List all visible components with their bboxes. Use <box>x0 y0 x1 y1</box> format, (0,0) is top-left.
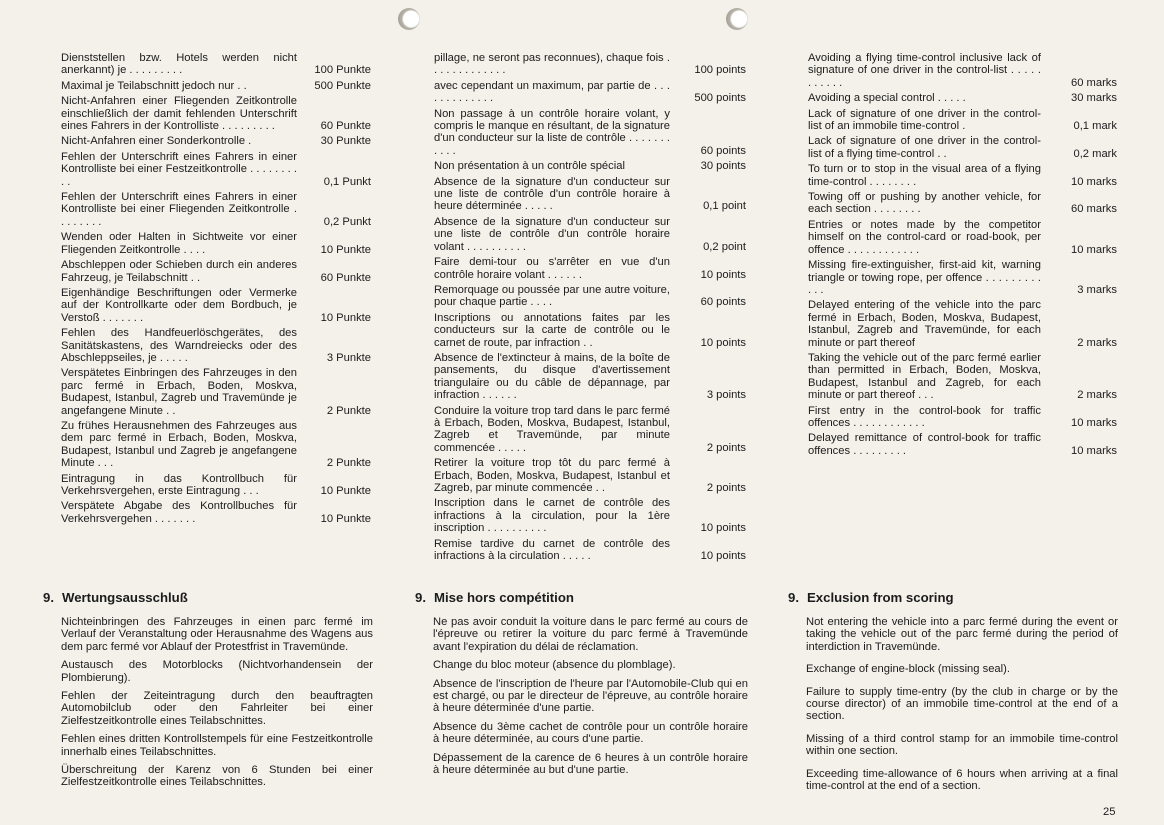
section-paragraph: Ne pas avoir conduit la voiture dans le parc fermé au cours de l'épreuve ou retirer la voiture du parc fermé à Travemünde avant l'expiration du délai de réclamation. <box>433 616 748 653</box>
penalty-value: 30 Punkte <box>320 135 371 148</box>
penalty-text: Avoiding a flying time-control inclusive lack of signature of one driver in the control-list . . . . . . . . . . . <box>808 52 1041 89</box>
penalty-value: 30 marks <box>1070 92 1117 105</box>
penalty-text: Maximal je Teilabschnitt jedoch nur . . <box>61 79 247 92</box>
penalty-text: Conduire la voiture trop tard dans le parc fermé à Erbach, Boden, Moskva, Budapest, Istanbul, Zagreb et Travemünde, par minute commencée . . . . . <box>434 404 670 454</box>
penalty-text: Delayed remittance of control-book for traffic offences . . . . . . . . . <box>808 432 1041 457</box>
penalty-entry <box>808 108 1117 133</box>
penalty-entry <box>434 256 746 281</box>
penalty-value: 2 marks <box>1077 336 1117 349</box>
penalty-value: 10 Punkte <box>320 243 371 256</box>
penalty-text: Eintragung in das Kontrollbuch für Verkehrsvergehen, erste Eintragung . . . <box>61 472 297 497</box>
section-paragraph: Change du bloc moteur (absence du plomblage). <box>433 659 676 672</box>
section-body <box>415 616 748 776</box>
section-number: 9. <box>788 590 799 605</box>
section-body <box>788 616 1118 792</box>
penalty-text: Lack of signature of one driver in the control-list of a flying time-control . . <box>808 135 1041 160</box>
penalty-text: Non présentation à un contrôle spécial <box>434 160 625 173</box>
penalty-entry <box>434 405 746 455</box>
penalty-text: Non passage à un contrôle horaire volant, y compris le manque en résultant, de la signature d'un conducteur sur la liste de contrôle . . . . . . . . . . . <box>434 107 670 157</box>
binding-hole-left <box>398 8 420 30</box>
penalty-entry <box>808 191 1117 216</box>
penalty-entry <box>808 352 1117 402</box>
section-paragraph: Nichteinbringen des Fahrzeuges in einen parc fermé im Verlauf der Veranstaltung oder Herausnahme des Wagens aus dem parc fermé vor Ablauf der Protestfrist in Travemünde. <box>61 616 373 653</box>
penalty-text: Fehlen des Handfeuerlöschgerätes, des Sanitätskastens, des Warndreiecks oder des Abschleppseiles, je . . . . . <box>61 327 297 364</box>
penalty-value: 10 Punkte <box>320 512 371 525</box>
binding-hole-right <box>726 8 748 30</box>
penalty-text: Verspätete Abgabe des Kontrollbuches für Verkehrsvergehen . . . . . . . <box>61 500 297 525</box>
penalty-value: 0,2 Punkt <box>323 215 371 228</box>
penalty-entry <box>434 108 746 158</box>
penalty-value: 2 marks <box>1077 389 1117 402</box>
penalty-entry <box>61 191 371 228</box>
penalty-entry <box>808 52 1117 89</box>
penalty-entry <box>434 538 746 563</box>
penalty-text: Dienststellen bzw. Hotels werden nicht anerkannt) je . . . . . . . . . <box>61 52 297 77</box>
penalty-value: 3 marks <box>1077 283 1117 296</box>
section-paragraph: Absence de l'inscription de l'heure par l'Automobile-Club qui en est chargé, ou par le directeur de l'épreuve, au contrôle horaire à heure déterminée d'une partie. <box>433 677 748 715</box>
penalty-entry <box>61 500 371 525</box>
penalty-value: 0,1 point <box>703 200 746 213</box>
penalty-text: Eigenhändige Beschriftungen oder Vermerke auf der Kontrollkarte oder dem Bordbuch, je Verstoß . . . . . . . <box>61 286 297 324</box>
penalty-entry <box>61 80 371 92</box>
penalty-text: Inscription dans le carnet de contrôle des infractions à la circulation, pour la 1ère inscription . . . . . . . . . . <box>434 497 670 535</box>
section-paragraph: Überschreitung der Karenz von 6 Stunden bei einer Zielfestzeitkontrolle eines Teilabschnittes. <box>61 764 373 789</box>
penalty-value: 3 Punkte <box>326 351 371 364</box>
penalty-entry <box>434 52 746 77</box>
section-paragraph: Exceeding time-allowance of 6 hours when arriving at a final time-control at the end of a section. <box>806 767 1118 793</box>
penalty-value: 10 marks <box>1070 243 1117 256</box>
penalty-text: Entries or notes made by the competitor himself on the control-card or road-book, per offence . . . . . . . . . . . . <box>808 218 1041 256</box>
penalty-value: 100 Punkte <box>314 64 371 77</box>
penalty-text: Absence de la signature d'un conducteur sur une liste de contrôle d'un contrôle horaire à heure déterminée . . . . . <box>434 175 670 213</box>
penalty-value: 500 Punkte <box>314 79 371 92</box>
penalty-text: First entry in the control-book for traffic offences . . . . . . . . . . . . <box>808 404 1041 429</box>
penalty-value: 60 marks <box>1070 203 1117 216</box>
penalty-value: 60 Punkte <box>320 271 371 284</box>
penalty-value: 10 points <box>700 336 746 349</box>
penalty-text: Retirer la voiture trop tôt du parc fermé à Erbach, Boden, Moskva, Budapest, Istanbul et Zagreb, par minute commencée . . <box>434 457 670 494</box>
penalty-text: Absence de l'extincteur à mains, de la boîte de pansements, du disque d'avertissement triangulaire ou du câble de dépannage, par infraction . . . . . . <box>434 351 670 402</box>
penalty-value: 2 Punkte <box>326 404 371 417</box>
penalty-entry <box>61 473 371 498</box>
penalty-entry <box>61 287 371 324</box>
penalty-entry <box>434 176 746 213</box>
penalty-text: Avoiding a special control . . . . . <box>808 92 966 105</box>
penalty-entry <box>61 151 371 188</box>
section-title: Mise hors compétition <box>434 590 574 605</box>
section-paragraph: Failure to supply time-entry (by the club in charge or by the course director) of an immobile time-control at the end of a section. <box>806 685 1118 723</box>
penalty-entry <box>61 52 371 77</box>
penalty-value: 60 points <box>700 296 746 309</box>
penalty-text: Absence de la signature d'un conducteur sur une liste de contrôle d'un contrôle horaire volant . . . . . . . . . . <box>434 215 670 253</box>
penalty-value: 10 marks <box>1070 444 1117 457</box>
penalty-value: 0,1 Punkt <box>323 175 371 188</box>
penalty-value: 60 Punkte <box>320 120 371 133</box>
section-paragraph: Absence du 3ème cachet de contrôle pour un contrôle horaire à heure déterminée, au cours d'une partie. <box>433 720 748 746</box>
penalty-entry <box>61 420 371 470</box>
section-paragraph: Fehlen eines dritten Kontrollstempels für eine Festzeitkontrolle innerhalb eines Teilabschnittes. <box>61 733 373 758</box>
section-heading <box>43 590 373 606</box>
penalty-value: 10 points <box>700 268 746 281</box>
english-penalty-list <box>808 52 1117 460</box>
section-paragraph: Austausch des Motorblocks (Nichtvorhandensein der Plombierung). <box>61 659 373 684</box>
penalty-text: To turn or to stop in the visual area of a flying time-control . . . . . . . . <box>808 163 1041 188</box>
english-exclusion-section <box>788 590 1118 802</box>
section-body <box>43 616 373 789</box>
section-paragraph: Not entering the vehicle into a parc fermé during the event or taking the vehicle out of the parc fermé during the period of interdiction in Travemünde. <box>806 616 1118 653</box>
penalty-value: 10 Punkte <box>320 311 371 324</box>
penalty-entry <box>808 135 1117 160</box>
penalty-text: Remorquage ou poussée par une autre voiture, pour chaque partie . . . . <box>434 283 670 309</box>
penalty-value: 0,2 mark <box>1073 147 1117 160</box>
penalty-entry <box>434 352 746 402</box>
penalty-value: 100 points <box>694 64 746 77</box>
penalty-value: 60 points <box>700 144 746 157</box>
penalty-text: Nicht-Anfahren einer Fliegenden Zeitkontrolle einschließlich der damit fehlenden Unterschrift eines Fahrers in der Kontrolliste . . . . . . . . . <box>61 95 297 133</box>
penalty-entry <box>808 163 1117 188</box>
section-paragraph: Dépassement de la carence de 6 heures à un contrôle horaire à heure déterminée au but d'une partie. <box>433 751 748 777</box>
penalty-value: 0,1 mark <box>1073 120 1117 133</box>
section-paragraph: Exchange of engine-block (missing seal). <box>806 663 1010 676</box>
penalty-entry <box>808 299 1117 349</box>
penalty-value: 10 marks <box>1070 416 1117 429</box>
penalty-value: 10 points <box>700 550 746 563</box>
penalty-entry <box>434 160 746 172</box>
penalty-entry <box>434 312 746 349</box>
penalty-entry <box>61 327 371 364</box>
penalty-entry <box>61 259 371 284</box>
penalty-entry <box>808 92 1117 104</box>
german-penalty-list <box>61 52 371 528</box>
penalty-value: 0,2 point <box>703 240 746 253</box>
french-exclusion-section <box>415 590 748 782</box>
penalty-value: 60 marks <box>1070 76 1117 89</box>
penalty-value: 30 points <box>700 160 746 173</box>
penalty-text: avec cependant un maximum, par partie de . . . . . . . . . . . . . <box>434 79 670 105</box>
section-number: 9. <box>415 590 426 605</box>
penalty-text: Fehlen der Unterschrift eines Fahrers in einer Kontrolliste bei einer Festzeitkontrolle . . . . . . . . . . <box>61 150 297 188</box>
penalty-text: Inscriptions ou annotations faites par les conducteurs sur la carte de contrôle ou le carnet de route, par infraction . . <box>434 311 670 349</box>
penalty-entry <box>434 497 746 534</box>
penalty-entry <box>434 80 746 105</box>
penalty-entry <box>434 457 746 494</box>
section-title: Exclusion from scoring <box>807 590 954 605</box>
section-title: Wertungsausschluß <box>62 590 188 605</box>
penalty-value: 2 points <box>706 441 746 454</box>
penalty-entry <box>434 284 746 309</box>
penalty-text: Lack of signature of one driver in the control-list of an immobile time-control . <box>808 107 1041 133</box>
penalty-entry <box>61 135 371 147</box>
penalty-text: Abschleppen oder Schieben durch ein anderes Fahrzeug, je Teilabschnitt . . <box>61 259 297 284</box>
french-penalty-list <box>434 52 746 565</box>
penalty-text: Wenden oder Halten in Sichtweite vor einer Fliegenden Zeitkontrolle . . . . <box>61 231 297 256</box>
penalty-text: Fehlen der Unterschrift eines Fahrers in einer Kontrolliste bei einer Fliegenden Zeitkontrolle . . . . . . . . <box>61 191 297 228</box>
penalty-text: Nicht-Anfahren einer Sonderkontrolle . <box>61 135 252 148</box>
penalty-entry <box>434 216 746 253</box>
penalty-value: 10 points <box>700 522 746 535</box>
section-heading <box>415 590 748 606</box>
section-number: 9. <box>43 590 54 605</box>
penalty-text: Zu frühes Herausnehmen des Fahrzeuges aus dem parc fermé in Erbach, Boden, Moskva, Budapest, Istanbul und Zagreb je angefangene Minute . . . <box>61 419 297 470</box>
penalty-text: Delayed entering of the vehicle into the parc fermé in Erbach, Boden, Moskva, Budapest, Istanbul, Zagreb and Travemünde, for each minute or part thereof <box>808 299 1041 349</box>
german-exclusion-section <box>43 590 373 795</box>
penalty-text: Faire demi-tour ou s'arrêter en vue d'un contrôle horaire volant . . . . . . <box>434 256 670 281</box>
penalty-entry <box>808 405 1117 430</box>
penalty-entry <box>61 95 371 132</box>
penalty-value: 2 Punkte <box>326 457 371 470</box>
section-paragraph: Fehlen der Zeiteintragung durch den beauftragten Automobilclub oder den Fahrleiter bei einer Zielfestzeitkontrolle eines Teilabschnittes. <box>61 690 373 727</box>
penalty-value: 3 points <box>706 389 746 402</box>
penalty-text: Towing off or pushing by another vehicle, for each section . . . . . . . . <box>808 191 1041 216</box>
page-number: 25 <box>1103 806 1116 818</box>
penalty-text: Taking the vehicle out of the parc fermé earlier than permitted in Erbach, Boden, Moskva, Budapest, Istanbul and Zagreb, for each minute or part thereof . . . <box>808 351 1041 402</box>
penalty-value: 2 points <box>706 482 746 494</box>
penalty-value: 10 marks <box>1070 175 1117 188</box>
penalty-entry <box>808 259 1117 296</box>
penalty-text: Verspätetes Einbringen des Fahrzeuges in den parc fermé in Erbach, Boden, Moskva, Budapest, Istanbul, Zagreb und Travemünde je angefangene Minute . . <box>61 367 297 417</box>
section-paragraph: Missing of a third control stamp for an immobile time-control within one section. <box>806 732 1118 758</box>
penalty-entry <box>61 367 371 417</box>
penalty-text: pillage, ne seront pas reconnues), chaque fois . . . . . . . . . . . . . <box>434 52 670 77</box>
penalty-value: 500 points <box>694 92 746 105</box>
penalty-text: Missing fire-extinguisher, first-aid kit, warning triangle or towing rope, per offence . . . . . . . . . . . . <box>808 259 1041 296</box>
penalty-value: 10 Punkte <box>320 485 371 497</box>
penalty-entry <box>808 432 1117 457</box>
section-heading <box>788 590 1118 606</box>
penalty-entry <box>808 219 1117 256</box>
penalty-text: Remise tardive du carnet de contrôle des infractions à la circulation . . . . . <box>434 537 670 563</box>
penalty-entry <box>61 231 371 256</box>
